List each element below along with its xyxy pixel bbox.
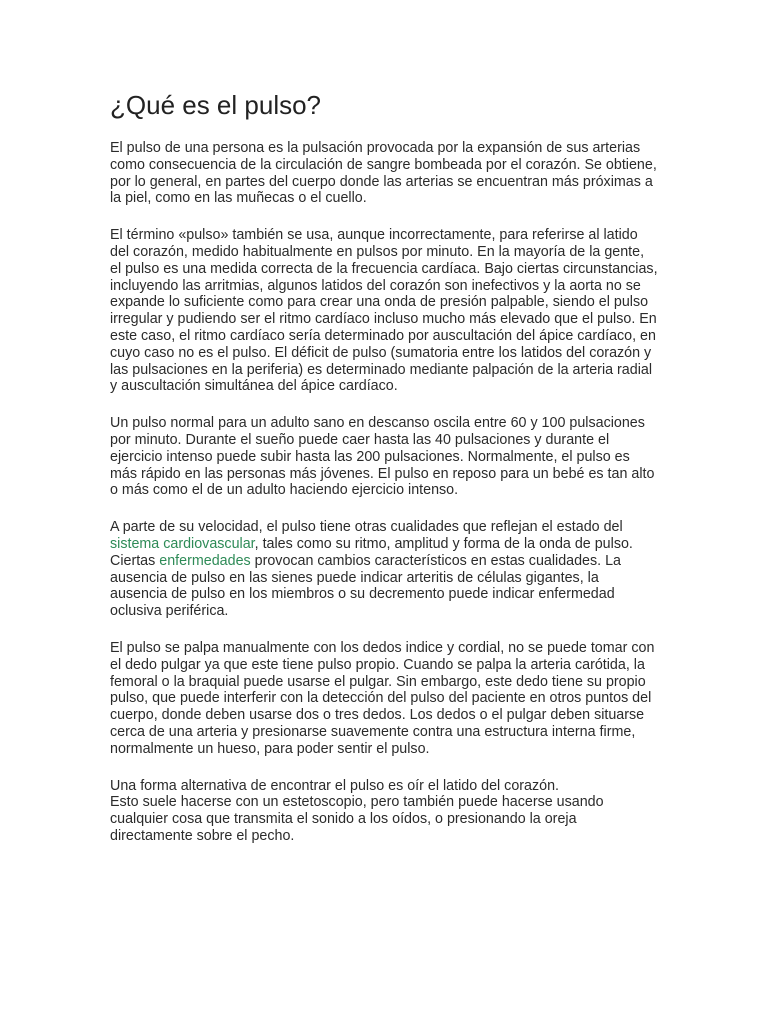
paragraph-text: provocan cambios característicos en estas cualidades. La ausencia de pulso en las sienes puede indicar arteritis de células gigantes, la ausencia de pulso en los miembros o su decremento puede indicar enfermedad oclusiva periférica. bbox=[110, 552, 621, 620]
paragraph-palpation: El pulso se palpa manualmente con los dedos indice y cordial, no se puede tomar con el dedo pulgar ya que este tiene pulso propio. Cuando se palpa la arteria carótida, la femoral o la braquial puede usarse el pulgar. Sin embargo, este dedo tiene su propio pulso, que puede interferir con la detección del pulso del paciente en otros puntos del cuerpo, donde deben usarse dos o tres dedos. Los dedos o el pulgar deben situarse cerca de una arteria y presionarse suavemente contra una estructura interna firme, normalmente un hueso, para poder sentir el pulso. bbox=[110, 639, 655, 757]
paragraph-alternative bbox=[110, 778, 658, 845]
document-page bbox=[110, 88, 658, 865]
paragraph-term-usage: El término «pulso» también se usa, aunque incorrectamente, para referirse al latido del corazón, medido habitualmente en pulsos por minuto. En la mayoría de la gente, el pulso es una medida correcta de la frecuencia cardíaca. Bajo ciertas circunstancias, incluyendo las arritmias, algunos latidos del corazón son inefectivos y la aorta no se expande lo suficiente como para crear una onda de presión palpable, siendo el pulso irregular y pudiendo ser el ritmo cardíaco incluso mucho más elevado que el pulso. En este caso, el ritmo cardíaco sería determinado por auscultación del ápice cardíaco, en cuyo caso no es el pulso. El déficit de pulso (sumatoria entre los latidos del corazón y las pulsaciones en la periferia) es determinado mediante palpación de la arteria radial y auscultación simultánea del ápice cardíaco. bbox=[110, 227, 658, 395]
paragraph-line: Esto suele hacerse con un estetoscopio, pero también puede hacerse usando cualquier cosa que transmita el sonido a los oídos, o presionando la oreja directamente sobre el pecho. bbox=[110, 794, 604, 844]
paragraph-line: Una forma alternativa de encontrar el pulso es oír el latido del corazón. bbox=[110, 777, 560, 794]
paragraph-normal-pulse: Un pulso normal para un adulto sano en descanso oscila entre 60 y 100 pulsaciones por minuto. Durante el sueño puede caer hasta las 40 pulsaciones y durante el ejercicio intenso puede subir hasta las 200 pulsaciones. Normalmente, el pulso es más rápido en las personas más jóvenes. El pulso en reposo para un bebé es tan alto o más como el de un adulto haciendo ejercicio intenso. bbox=[110, 415, 655, 499]
page-title: ¿Qué es el pulso? bbox=[110, 90, 322, 120]
link-sistema-cardiovascular[interactable]: sistema cardiovascular bbox=[110, 535, 255, 552]
paragraph-text: A parte de su velocidad, el pulso tiene otras cualidades que reflejan el estado del bbox=[110, 519, 623, 536]
paragraph-definition: El pulso de una persona es la pulsación provocada por la expansión de sus arterias como consecuencia de la circulación de sangre bombeada por el corazón. Se obtiene, por lo general, en partes del cuerpo donde las arterias se encuentran más próximas a la piel, como en las muñecas o el cuello. bbox=[110, 140, 657, 207]
link-enfermedades[interactable]: enfermedades bbox=[159, 552, 251, 569]
paragraph-pulse-qualities bbox=[110, 519, 658, 620]
paragraph-text: , tales como su ritmo, amplitud y forma de la onda de pulso. Ciertas bbox=[110, 535, 633, 569]
